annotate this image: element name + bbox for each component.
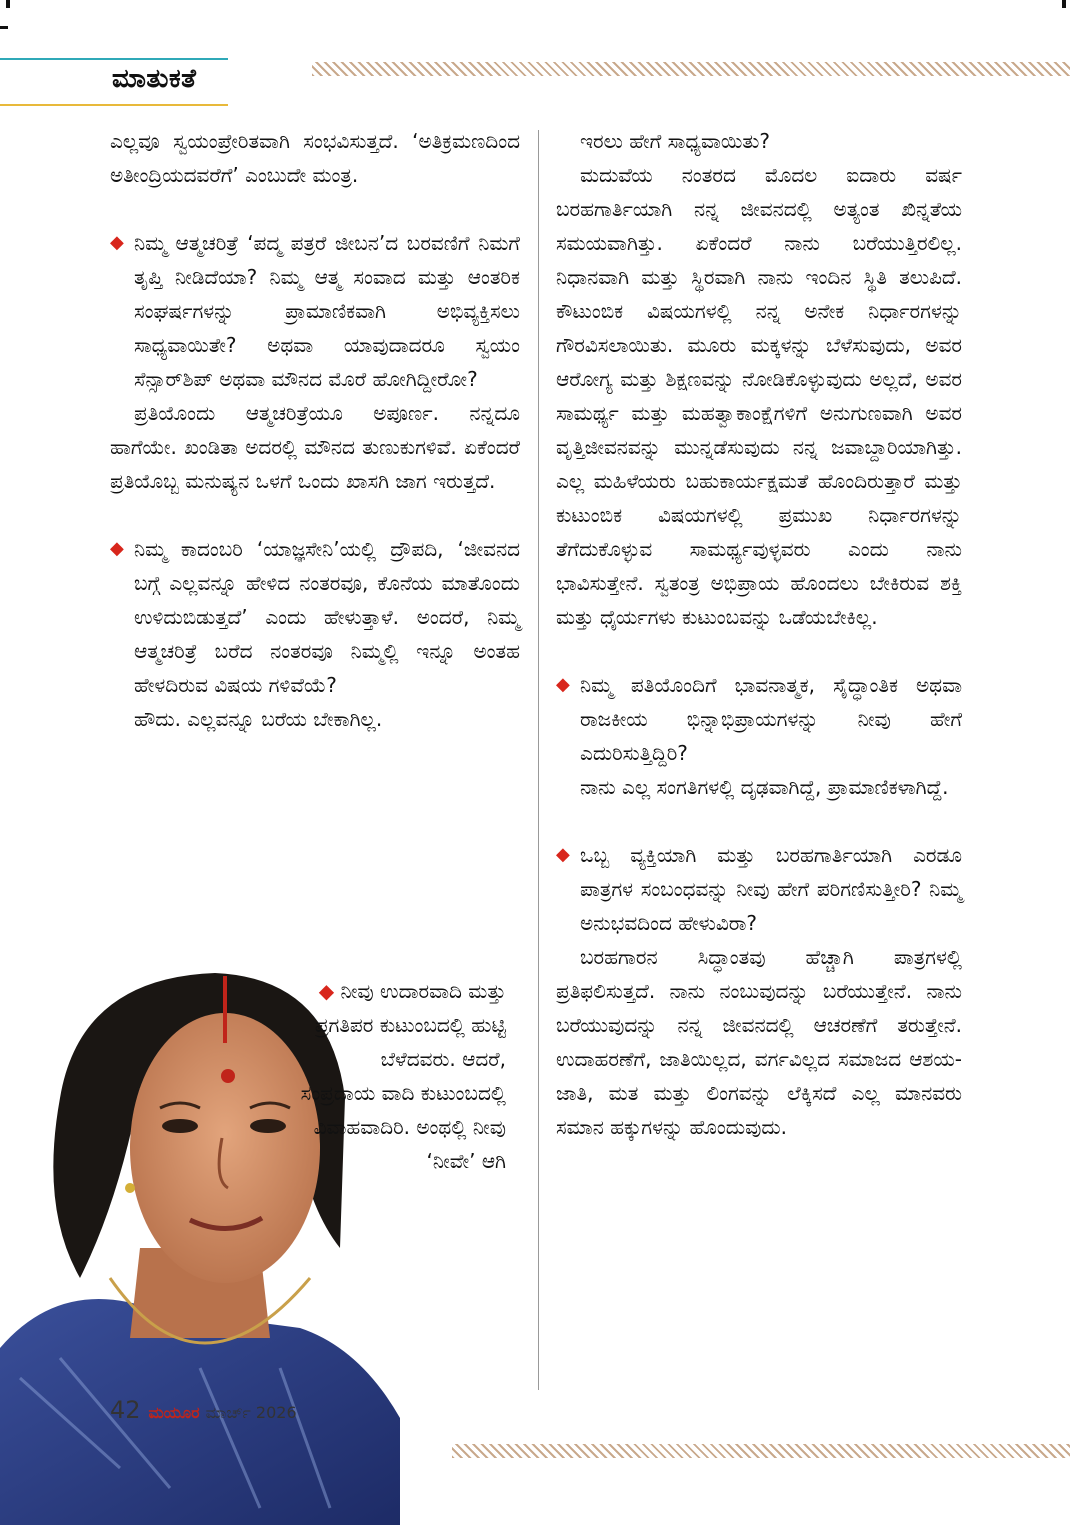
- diamond-bullet-icon: ◆: [110, 538, 124, 559]
- answer-4: ನಾನು ಎಲ್ಲ ಸಂಗತಿಗಳಲ್ಲಿ ದೃಢವಾಗಿದ್ದೆ, ಪ್ರಾಮಾಣಿಕಳಾಗಿದ್ದೆ.: [580, 775, 949, 799]
- question-3: [300, 974, 506, 1178]
- answer-2: ಹೌದು. ಎಲ್ಲವನ್ನೂ ಬರೆಯ ಬೇಕಾಗಿಲ್ಲ.: [134, 707, 383, 731]
- header-hatch-band: [312, 62, 1070, 76]
- question-2: [110, 532, 520, 702]
- footer-hatch-band: [452, 1444, 1070, 1458]
- question-1-text: ನಿಮ್ಮ ಆತ್ಮಚರಿತ್ರೆ ‘ಪದ್ಮ ಪತ್ರರೆ ಜೀಬನ’ದ ಬರವಣಿಗೆ ನಿಮಗೆ ತೃಪ್ತಿ ನೀಡಿದೆಯಾ? ನಿಮ್ಮ ಆತ್ಮ ಸಂವಾದ ಮತ್ತು ಆಂತರಿಕ ಸಂಘರ್ಷಗಳನ್ನು ಪ್ರಾಮಾಣಿಕವಾಗಿ ಅಭಿವ್ಯಕ್ತಿಸಲು ಸಾಧ್ಯವಾಯಿತೇ? ಅಥವಾ ಯಾವುದಾದರೂ ಸ್ವಯಂ ಸೆನ್ಸಾರ್‌ಶಿಪ್ ಅಥವಾ ಮೌನದ ಮೊರೆ ಹೋಗಿದ್ದೀರೋ?: [134, 231, 520, 391]
- question-3-continuation: ಇರಲು ಹೇಗೆ ಸಾಧ್ಯವಾಯಿತು?: [580, 129, 770, 153]
- question-1: [110, 226, 520, 396]
- question-5-text: ಒಬ್ಬ ವ್ಯಕ್ತಿಯಾಗಿ ಮತ್ತು ಬರಹಗಾರ್ತಿಯಾಗಿ ಎರಡೂ ಪಾತ್ರಗಳ ಸಂಬಂಧವನ್ನು ನೀವು ಹೇಗೆ ಪರಿಗಣಿಸುತ್ತೀರಿ? ನಿಮ್ಮ ಅನುಭವದಿಂದ ಹೇಳುವಿರಾ?: [580, 843, 962, 935]
- registration-mark-left: [0, 26, 8, 29]
- page-footer: [110, 1396, 297, 1424]
- column-divider: [538, 130, 539, 1390]
- question-4: [556, 668, 962, 770]
- answer-3: ಮದುವೆಯ ನಂತರದ ಮೊದಲ ಐದಾರು ವರ್ಷ ಬರಹಗಾರ್ತಿಯಾಗಿ ನನ್ನ ಜೀವನದಲ್ಲಿ ಅತ್ಯಂತ ಖಿನ್ನತೆಯ ಸಮಯವಾಗಿತ್ತು. ಏಕೆಂದರೆ ನಾನು ಬರೆಯುತ್ತಿರಲಿಲ್ಲ. ನಿಧಾನವಾಗಿ ಮತ್ತು ಸ್ಥಿರವಾಗಿ ನಾನು ಇಂದಿನ ಸ್ಥಿತಿ ತಲುಪಿದೆ. ಕೌಟುಂಬಿಕ ವಿಷಯಗಳಲ್ಲಿ ನನ್ನ ಅನೇಕ ನಿರ್ಧಾರಗಳನ್ನು ಗೌರವಿಸಲಾಯಿತು. ಮೂರು ಮಕ್ಕಳನ್ನು ಬೆಳೆಸುವುದು, ಅವರ ಆರೋಗ್ಯ ಮತ್ತು ಶಿಕ್ಷಣವನ್ನು ನೋಡಿಕೊಳ್ಳುವುದು ಅಲ್ಲದೆ, ಅವರ ಸಾಮರ್ಥ್ಯ ಮತ್ತು ಮಹತ್ವಾಕಾಂಕ್ಷೆಗಳಿಗೆ ಅನುಗುಣವಾಗಿ ಅವರ ವೃತ್ತಿಜೀವನವನ್ನು ಮುನ್ನಡೆಸುವುದು ನನ್ನ ಜವಾಬ್ದಾರಿಯಾಗಿತ್ತು. ಎಲ್ಲ ಮಹಿಳೆಯರು ಬಹುಕಾರ್ಯಕ್ಷಮತೆ ಹೊಂದಿರುತ್ತಾರೆ ಮತ್ತು ಕುಟುಂಬಿಕ ವಿಷಯಗಳಲ್ಲಿ ಪ್ರಮುಖ ನಿರ್ಧಾರಗಳನ್ನು ತೆಗೆದುಕೊಳ್ಳುವ ಸಾಮರ್ಥ್ಯವುಳ್ಳವರು ಎಂದು ನಾನು ಭಾವಿಸುತ್ತೇನೆ. ಸ್ವತಂತ್ರ ಅಭಿಪ್ರಾಯ ಹೊಂದಲು ಬೇಕಿರುವ ಶಕ್ತಿ ಮತ್ತು ಧೈರ್ಯಗಳು ಕುಟುಂಬವನ್ನು ಒಡೆಯಬೇಕಿಲ್ಲ.: [556, 163, 962, 629]
- answer-5: ಬರಹಗಾರನ ಸಿದ್ಧಾಂತವು ಹೆಚ್ಚಾಗಿ ಪಾತ್ರಗಳಲ್ಲಿ ಪ್ರತಿಫಲಿಸುತ್ತದೆ. ನಾನು ನಂಬುವುದನ್ನು ಬರೆಯುತ್ತೇನೆ. ನಾನು ಬರೆಯುವುದನ್ನು ನನ್ನ ಜೀವನದಲ್ಲಿ ಆಚರಣೆಗೆ ತರುತ್ತೇನೆ. ಉದಾಹರಣೆಗೆ, ಜಾತಿಯಿಲ್ಲದ, ವರ್ಗವಿಲ್ಲದ ಸಮಾಜದ ಆಶಯ- ಜಾತಿ, ಮತ ಮತ್ತು ಲಿಂಗವನ್ನು ಲೆಕ್ಕಿಸದೆ ಎಲ್ಲ ಮಾನವರು ಸಮಾನ ಹಕ್ಕುಗಳನ್ನು ಹೊಂದುವುದು.: [556, 945, 962, 1139]
- header-rule-gold: [0, 104, 228, 106]
- header-rule-teal: [0, 58, 228, 60]
- diamond-bullet-icon: ◆: [110, 232, 124, 253]
- section-title: ಮಾತುಕತೆ: [112, 64, 197, 94]
- intro-paragraph: ಎಲ್ಲವೂ ಸ್ವಯಂಪ್ರೇರಿತವಾಗಿ ಸಂಭವಿಸುತ್ತದೆ. ‘ಅತಿಕ್ರಮಣದಿಂದ ಅತೀಂದ್ರಿಯದವರೆಗೆ’ ಎಂಬುದೇ ಮಂತ್ರ.: [110, 129, 520, 187]
- registration-mark-top-left: [6, 0, 10, 8]
- diamond-bullet-icon: ◆: [556, 844, 570, 865]
- question-5: [556, 838, 962, 940]
- question-3-text: ನೀವು ಉದಾರವಾದಿ ಮತ್ತು ಪ್ರಗತಿಪರ ಕುಟುಂಬದಲ್ಲಿ ಹುಟ್ಟಿ ಬೆಳೆದವರು. ಆದರೆ, ಸಂಪ್ರದಾಯ ವಾದಿ ಕುಟುಂಬದಲ್ಲಿ ವಿವಾಹವಾದಿರಿ. ಅಂಥಲ್ಲಿ ನೀವು ‘ನೀವೇ’ ಆಗಿ: [300, 979, 506, 1173]
- question-2-text: ನಿಮ್ಮ ಕಾದಂಬರಿ ‘ಯಾಜ್ಞಸೇನಿ’ಯಲ್ಲಿ ದ್ರೌಪದಿ, ‘ಜೀವನದ ಬಗ್ಗೆ ಎಲ್ಲವನ್ನೂ ಹೇಳಿದ ನಂತರವೂ, ಕೊನೆಯ ಮಾತೊಂದು ಉಳಿದುಬಿಡುತ್ತದೆ’ ಎಂದು ಹೇಳುತ್ತಾಳೆ. ಅಂದರೆ, ನಿಮ್ಮ ಆತ್ಮಚರಿತ್ರೆ ಬರೆದ ನಂತರವೂ ನಿಮ್ಮಲ್ಲಿ ಇನ್ನೂ ಅಂತಹ ಹೇಳದಿರುವ ವಿಷಯ ಗಳಿವೆಯೆ?: [134, 537, 520, 697]
- page-number: 42: [110, 1396, 141, 1424]
- magazine-name: ಮಯೂರ: [148, 1403, 200, 1422]
- question-4-text: ನಿಮ್ಮ ಪತಿಯೊಂದಿಗೆ ಭಾವನಾತ್ಮಕ, ಸೈದ್ಧಾಂತಿಕ ಅಥವಾ ರಾಜಕೀಯ ಭಿನ್ನಾಭಿಪ್ರಾಯಗಳನ್ನು ನೀವು ಹೇಗೆ ಎದುರಿಸುತ್ತಿದ್ದಿರಿ?: [580, 673, 962, 765]
- right-column: [556, 124, 962, 1144]
- answer-1: ಪ್ರತಿಯೊಂದು ಆತ್ಮಚರಿತ್ರೆಯೂ ಅಪೂರ್ಣ. ನನ್ನದೂ ಹಾಗೆಯೇ. ಖಂಡಿತಾ ಅದರಲ್ಲಿ ಮೌನದ ತುಣುಕುಗಳಿವೆ. ಏಕೆಂದರೆ ಪ್ರತಿಯೊಬ್ಬ ಮನುಷ್ಯನ ಒಳಗೆ ಒಂದು ಖಾಸಗಿ ಜಾಗ ಇರುತ್ತದೆ.: [110, 401, 520, 493]
- left-column: [110, 124, 520, 736]
- diamond-bullet-icon: ◆: [556, 674, 570, 695]
- registration-mark-top-right: [1062, 0, 1066, 8]
- issue-date: ಮಾರ್ಚ್ 2026: [205, 1403, 297, 1422]
- diamond-bullet-icon: ◆: [318, 979, 341, 1003]
